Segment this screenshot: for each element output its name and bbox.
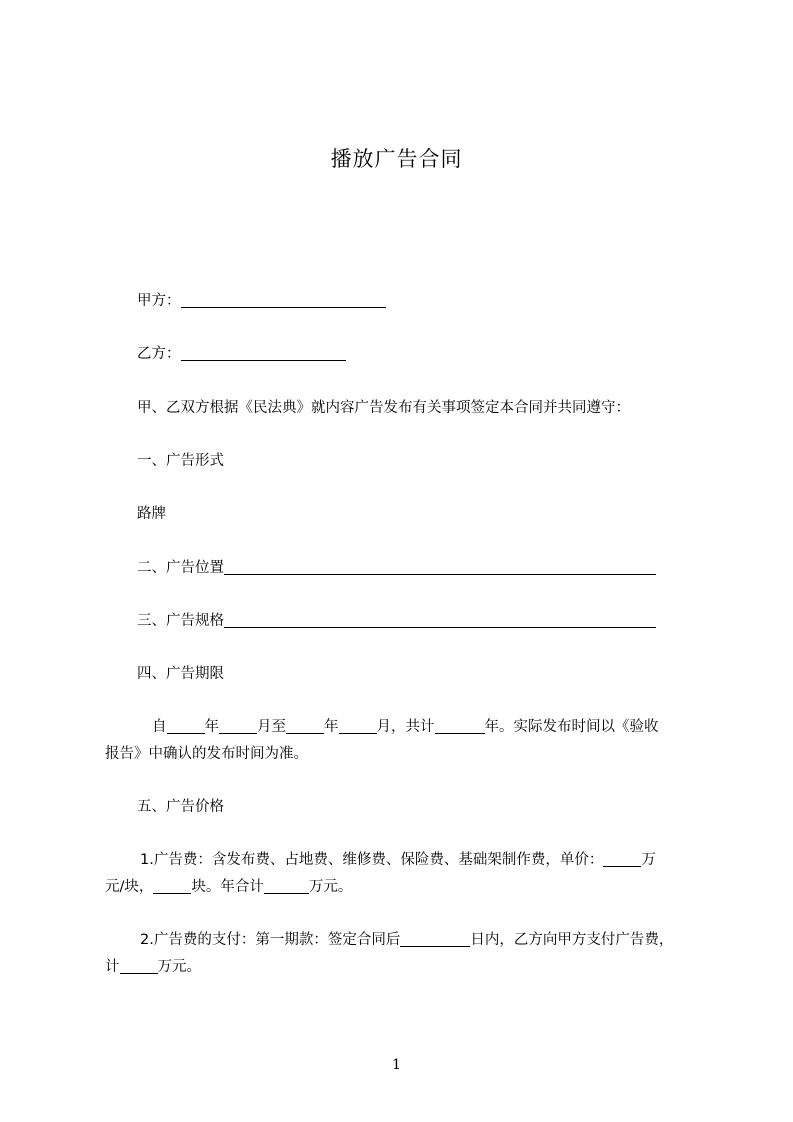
section2-line [137,558,656,578]
section3-line [137,611,656,631]
period-blank [435,717,485,734]
section2-heading: 二、广告位置 [137,560,224,576]
fee1-text: 1.广告费：含发布费、占地费、维修费、保险费、基础架制作费，单价： [140,852,604,868]
fee1-line-1 [140,850,656,870]
intro-paragraph: 甲、乙双方根据《民法典》就内容广告发布有关事项签定本合同并共同遵守： [137,400,630,416]
party-a-line [137,291,386,311]
fee1-annual: 块。年合计 [191,879,264,895]
party-b-label: 乙方： [137,346,181,362]
section3-blank [224,611,656,628]
period-blank [286,717,324,734]
fee1-blank [603,850,641,867]
fee2-total: 计 [105,959,120,975]
page-number: 1 [392,1057,401,1073]
party-a-label: 甲方： [137,293,181,309]
fee1-blank [264,877,309,894]
period-line-2: 报告》中确认的发布时间为准。 [105,746,308,762]
fee1-per-block: 元/块， [105,879,154,895]
fee1-unit: 万 [641,852,656,868]
period-from: 自 [152,719,167,735]
party-a-blank [181,291,386,308]
party-b-line [137,344,346,364]
period-year-2: 年 [324,719,339,735]
section4-heading: 四、广告期限 [137,666,224,682]
section3-heading: 三、广告规格 [137,613,224,629]
period-year-1: 年 [204,719,219,735]
section2-blank [224,558,656,575]
period-blank [167,717,205,734]
document-title: 播放广告合同 [330,147,463,171]
party-b-blank [181,344,346,361]
period-blank [339,717,377,734]
fee2-text: 2.广告费的支付：第一期款：签定合同后 [140,932,401,948]
period-total: 月，共计 [376,719,435,735]
fee1-total-unit: 万元。 [308,879,353,895]
period-note: 年。实际发布时间以《验收 [484,719,659,735]
fee2-line-1 [140,930,673,950]
period-blank [219,717,257,734]
fee2-blank [400,930,470,947]
fee2-payment: 日内，乙方向甲方支付广告费， [470,932,674,948]
fee2-blank [120,957,158,974]
period-line-1 [152,717,659,737]
section1-content: 路牌 [137,506,166,522]
section1-heading: 一、广告形式 [137,453,224,469]
fee2-unit: 万元。 [157,959,201,975]
fee1-blank [153,877,191,894]
fee1-line-2 [105,877,352,897]
fee2-line-2 [105,957,201,977]
section5-heading: 五、广告价格 [137,799,224,815]
period-month-to: 月至 [257,719,286,735]
